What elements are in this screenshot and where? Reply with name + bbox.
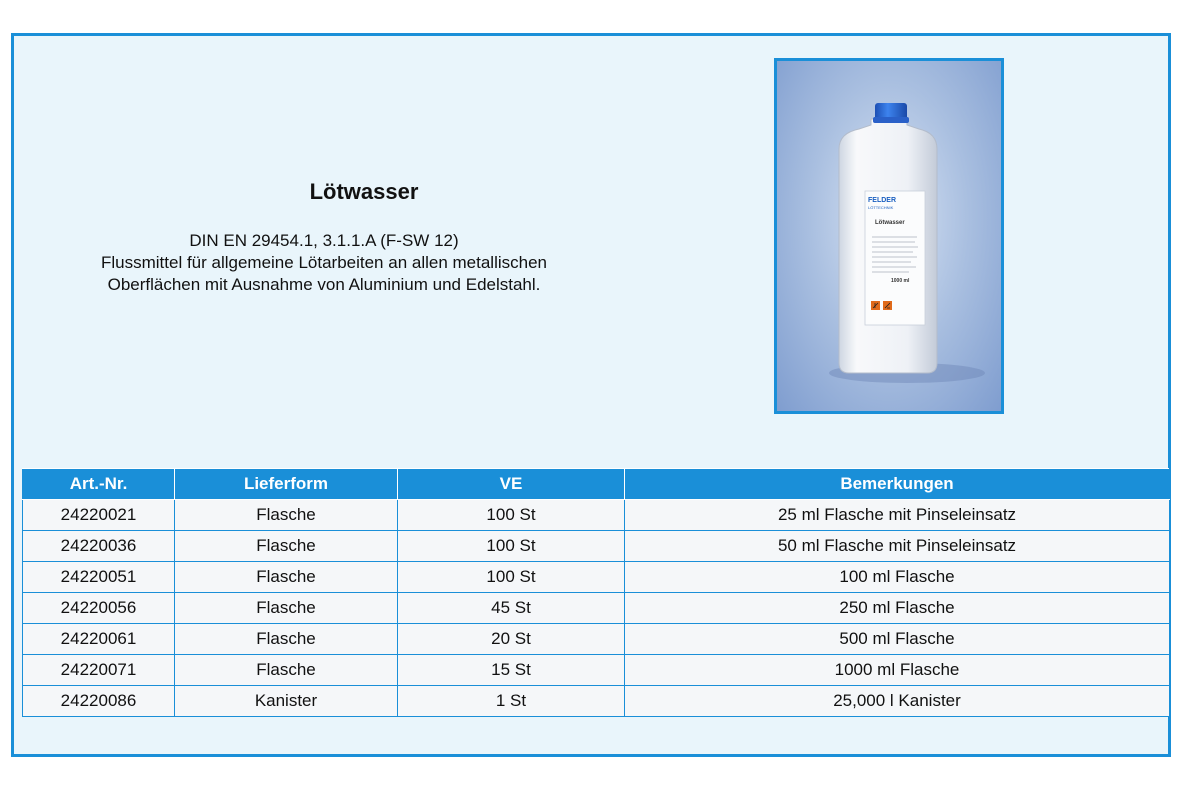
table-row [23, 686, 1170, 717]
cell-art-nr: 24220056 [23, 593, 175, 624]
cell-ve: 100 St [398, 531, 625, 562]
header-ve: VE [398, 469, 625, 500]
cell-art-nr: 24220021 [23, 500, 175, 531]
cell-lieferform: Flasche [175, 655, 398, 686]
label-product-name: Lötwasser [875, 220, 905, 226]
bottle-illustration [777, 61, 1001, 411]
cell-bemerkungen: 50 ml Flasche mit Pinseleinsatz [625, 531, 1170, 562]
cell-ve: 1 St [398, 686, 625, 717]
product-photo [774, 58, 1004, 414]
cell-art-nr: 24220061 [23, 624, 175, 655]
cell-bemerkungen: 1000 ml Flasche [625, 655, 1170, 686]
product-table [22, 468, 1170, 717]
header-art-nr: Art.-Nr. [23, 469, 175, 500]
label-brand: FELDER [868, 197, 896, 204]
cell-ve: 15 St [398, 655, 625, 686]
cell-ve: 20 St [398, 624, 625, 655]
cell-lieferform: Flasche [175, 500, 398, 531]
description-line: DIN EN 29454.1, 3.1.1.A (F-SW 12) [189, 231, 459, 250]
cell-lieferform: Flasche [175, 624, 398, 655]
cell-lieferform: Kanister [175, 686, 398, 717]
table-row [23, 655, 1170, 686]
cell-ve: 100 St [398, 500, 625, 531]
product-description [24, 230, 624, 296]
cell-lieferform: Flasche [175, 593, 398, 624]
table-row [23, 562, 1170, 593]
cell-art-nr: 24220036 [23, 531, 175, 562]
product-panel [11, 33, 1171, 757]
header-lieferform: Lieferform [175, 469, 398, 500]
cell-lieferform: Flasche [175, 531, 398, 562]
cell-bemerkungen: 250 ml Flasche [625, 593, 1170, 624]
cell-art-nr: 24220051 [23, 562, 175, 593]
table-header-row [23, 469, 1170, 500]
product-title: Lötwasser [309, 179, 419, 204]
cell-bemerkungen: 100 ml Flasche [625, 562, 1170, 593]
table-row [23, 531, 1170, 562]
description-line: Oberflächen mit Ausnahme von Aluminium und Edelstahl. [107, 275, 541, 294]
cell-bemerkungen: 25 ml Flasche mit Pinseleinsatz [625, 500, 1170, 531]
table-row [23, 593, 1170, 624]
cell-art-nr: 24220086 [23, 686, 175, 717]
cell-ve: 45 St [398, 593, 625, 624]
header-bemerkungen: Bemerkungen [625, 469, 1170, 500]
table-row [23, 500, 1170, 531]
cell-lieferform: Flasche [175, 562, 398, 593]
cell-art-nr: 24220071 [23, 655, 175, 686]
cell-bemerkungen: 500 ml Flasche [625, 624, 1170, 655]
label-brand-sub: LÖTTECHNIK [868, 205, 894, 210]
description-line: Flussmittel für allgemeine Lötarbeiten an allen metallischen [100, 253, 547, 272]
table-row [23, 624, 1170, 655]
cell-bemerkungen: 25,000 l Kanister [625, 686, 1170, 717]
cell-ve: 100 St [398, 562, 625, 593]
label-volume: 1000 ml [891, 278, 910, 284]
